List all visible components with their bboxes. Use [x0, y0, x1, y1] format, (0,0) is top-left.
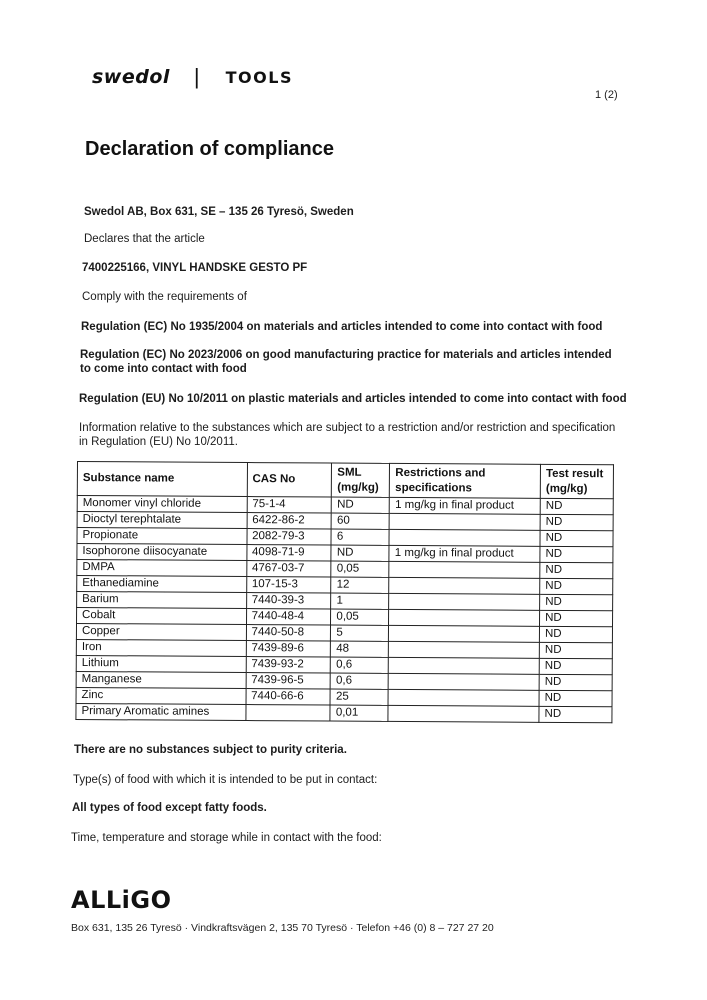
table-row — [76, 703, 612, 722]
cell-result: ND — [540, 530, 613, 546]
cell-substance: Monomer vinyl chloride — [77, 496, 247, 513]
cell-substance: Primary Aromatic amines — [76, 703, 246, 720]
comply-text: Comply with the requirements of — [82, 291, 247, 303]
cell-substance: Barium — [77, 592, 247, 609]
footer-address: Box 631, 135 26 Tyresö · Vindkraftsvägen 2, 135 70 Tyresö · Telefon +46 (0) 8 – 727 27 20 — [71, 922, 494, 934]
header-restrictions: Restrictions and specifications — [390, 463, 541, 498]
cell-cas — [246, 705, 331, 722]
cell-result: ND — [540, 594, 613, 610]
cell-result: ND — [539, 626, 612, 642]
cell-cas: 7440-66-6 — [246, 689, 331, 706]
cell-cas: 7440-39-3 — [246, 593, 331, 610]
cell-sml: 48 — [331, 641, 389, 657]
cell-result: ND — [540, 498, 613, 514]
cell-sml: 1 — [331, 593, 389, 609]
swedol-logo: swedol — [92, 66, 170, 88]
cell-sml: 0,6 — [331, 657, 389, 673]
cell-sml: 0,05 — [331, 561, 389, 577]
cell-substance: Copper — [76, 624, 246, 641]
cell-result: ND — [539, 642, 612, 658]
header-substance-name: Substance name — [77, 462, 247, 497]
cell-substance: Cobalt — [77, 608, 247, 625]
table-header-row — [77, 462, 613, 499]
cell-cas: 75-1-4 — [247, 497, 332, 514]
cell-substance: Isophorone diisocyanate — [77, 544, 247, 561]
food-type-value: All types of food except fatty foods. — [72, 802, 267, 814]
cell-cas: 7439-89-6 — [246, 641, 331, 658]
cell-substance: DMPA — [77, 560, 247, 577]
cell-restriction — [389, 561, 540, 578]
cell-cas: 4767-03-7 — [246, 561, 331, 578]
cell-restriction — [389, 657, 540, 674]
cell-substance: Propionate — [77, 528, 247, 545]
cell-restriction — [388, 673, 539, 690]
cell-sml: ND — [332, 497, 390, 513]
food-type-label: Type(s) of food with which it is intended to be put in contact: — [73, 774, 378, 786]
cell-sml: 25 — [330, 689, 388, 705]
company-line: Swedol AB, Box 631, SE – 135 26 Tyresö, Sweden — [84, 206, 354, 218]
cell-restriction: 1 mg/kg in final product — [390, 497, 541, 514]
regulation-2023: Regulation (EC) No 2023/2006 on good manufacturing practice for materials and articles intended to come into contact with food — [80, 349, 612, 375]
cell-substance: Ethanediamine — [77, 576, 247, 593]
letterhead-separator: | — [193, 64, 200, 89]
cell-cas: 7440-50-8 — [246, 625, 331, 642]
substances-table — [75, 461, 614, 723]
info-text: Information relative to the substances which are subject to a restriction and/or restriction and specification in Regulation (EU) No 10/2011. — [79, 422, 616, 448]
regulation-10-2011: Regulation (EU) No 10/2011 on plastic materials and articles intended to come into contact with food — [79, 393, 627, 405]
cell-cas: 4098-71-9 — [247, 545, 332, 562]
cell-sml: 6 — [331, 529, 389, 545]
cell-substance: Dioctyl terephtalate — [77, 512, 247, 529]
cell-sml: 60 — [331, 513, 389, 529]
cell-restriction: 1 mg/kg in final product — [389, 545, 540, 562]
cell-result: ND — [540, 578, 613, 594]
cell-cas: 7439-96-5 — [246, 673, 331, 690]
article-line: 7400225166, VINYL HANDSKE GESTO PF — [82, 262, 308, 274]
cell-result: ND — [539, 674, 612, 690]
alligo-logo: ALLiGO — [71, 886, 172, 914]
header-cas-no: CAS No — [247, 463, 332, 498]
cell-result: ND — [539, 658, 612, 674]
cell-cas: 2082-79-3 — [247, 529, 332, 546]
cell-cas: 7439-93-2 — [246, 657, 331, 674]
cell-restriction — [389, 529, 540, 546]
header-sml: SML (mg/kg) — [332, 463, 390, 497]
cell-sml: 12 — [331, 577, 389, 593]
cell-result: ND — [540, 514, 613, 530]
cell-substance: Iron — [76, 639, 246, 656]
declares-text: Declares that the article — [84, 233, 205, 245]
cell-restriction — [389, 577, 540, 594]
cell-result: ND — [539, 690, 612, 706]
cell-sml: 5 — [331, 625, 389, 641]
page-number: 1 (2) — [595, 89, 618, 101]
cell-cas: 7440-48-4 — [246, 609, 331, 626]
cell-restriction — [389, 625, 540, 642]
division-label: TOOLS — [225, 67, 293, 87]
cell-restriction — [389, 593, 540, 610]
cell-restriction — [389, 609, 540, 626]
cell-result: ND — [540, 562, 613, 578]
letterhead — [92, 66, 293, 88]
cell-restriction — [389, 641, 540, 658]
cell-result: ND — [540, 610, 613, 626]
cell-sml: ND — [331, 545, 389, 561]
cell-restriction — [388, 705, 539, 722]
cell-sml: 0,6 — [331, 673, 389, 689]
cell-substance: Zinc — [76, 687, 246, 704]
header-test-result: Test result (mg/kg) — [540, 464, 613, 498]
time-temp-label: Time, temperature and storage while in contact with the food: — [71, 832, 382, 844]
cell-substance: Manganese — [76, 671, 246, 688]
cell-substance: Lithium — [76, 655, 246, 672]
cell-cas: 107-15-3 — [246, 577, 331, 594]
cell-restriction — [388, 689, 539, 706]
page-title: Declaration of compliance — [85, 138, 334, 160]
cell-sml: 0,05 — [331, 609, 389, 625]
purity-statement: There are no substances subject to purity criteria. — [74, 744, 347, 756]
cell-result: ND — [540, 546, 613, 562]
regulation-1935: Regulation (EC) No 1935/2004 on materials and articles intended to come into contact with food — [81, 321, 603, 333]
cell-result: ND — [539, 706, 612, 722]
cell-sml: 0,01 — [330, 705, 388, 721]
cell-restriction — [389, 513, 540, 530]
cell-cas: 6422-86-2 — [247, 513, 332, 530]
